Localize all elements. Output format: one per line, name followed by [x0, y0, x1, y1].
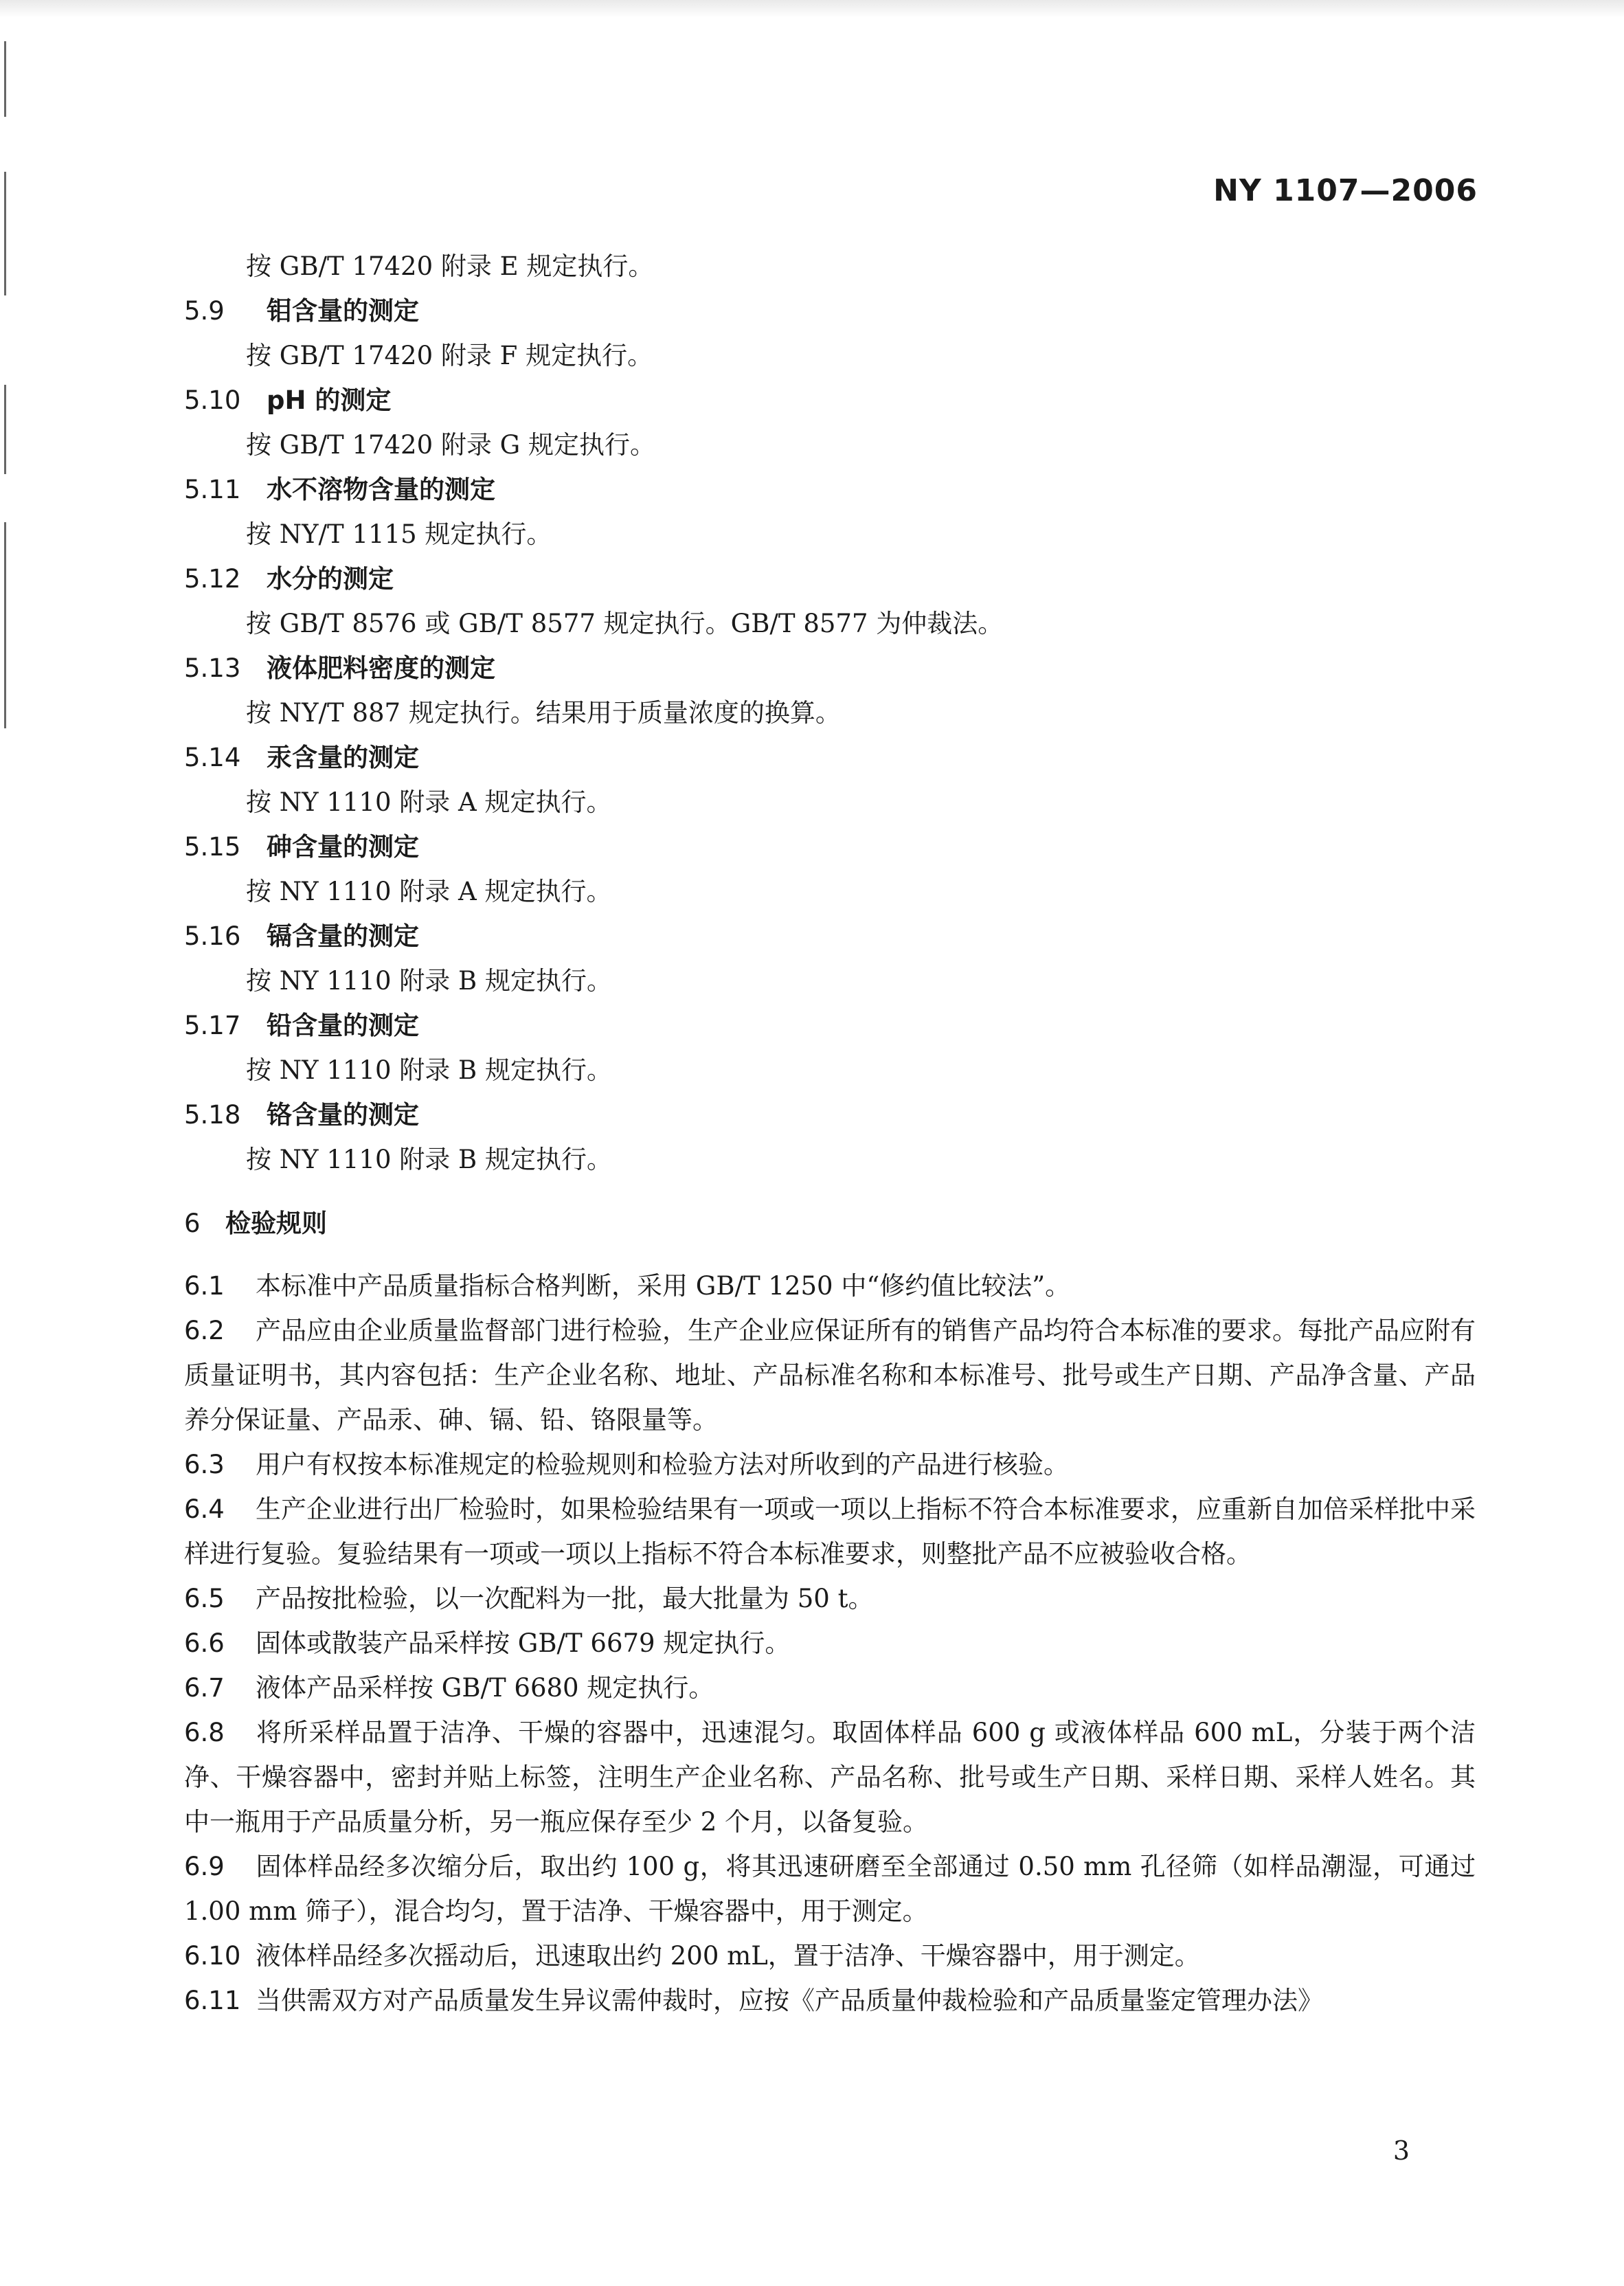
clause-heading: [184, 557, 1476, 601]
section-number: 6: [184, 1209, 201, 1238]
paragraph-text: 用户有权按本标准规定的检验规则和检验方法对所收到的产品进行核验。: [256, 1450, 1069, 1479]
clause-text: 按 GB/T 8576 或 GB/T 8577 规定执行。GB/T 8577 为仲裁法。: [246, 609, 1004, 638]
paragraph-text: 产品按批检验，以一次配料为一批，最大批量为 50 t。: [256, 1584, 874, 1613]
paragraph-6-2: [184, 1308, 1476, 1442]
clause-number: 5.11: [184, 475, 241, 504]
paragraph-6-8: [184, 1710, 1476, 1844]
paragraph-number: 6.6: [184, 1628, 225, 1658]
paragraph-6-4: [184, 1487, 1476, 1576]
lead-line: 按 GB/T 17420 附录 E 规定执行。: [246, 251, 654, 281]
paragraph-6-5: [184, 1576, 1476, 1621]
paragraph-number: 6.3: [184, 1450, 225, 1479]
clause-5-11: [184, 467, 1476, 557]
section-title: 检验规则: [225, 1209, 327, 1238]
scan-left-mark: [4, 41, 6, 117]
paragraph-text: 液体样品经多次摇动后，迅速取出约 200 mL，置于洁净、干燥容器中，用于测定。: [256, 1941, 1200, 1971]
clause-5-14: [184, 735, 1476, 825]
clause-5-17: [184, 1003, 1476, 1092]
scan-left-mark: [4, 172, 6, 295]
clause-text: 按 GB/T 17420 附录 F 规定执行。: [246, 341, 653, 370]
clause-number: 5.16: [184, 921, 241, 951]
paragraph-number: 6.9: [184, 1852, 225, 1881]
clause-heading: [184, 825, 1476, 869]
clause-5-13: [184, 646, 1476, 735]
paragraph-text: 生产企业进行出厂检验时，如果检验结果有一项或一项以上指标不符合本标准要求，应重新自加倍采样批中采样进行复验。复验结果有一项或一项以上指标不符合本标准要求，则整批产品不应被验收合格。: [184, 1494, 1476, 1569]
clause-title: 铬含量的测定: [267, 1100, 419, 1130]
scan-left-mark: [4, 385, 6, 474]
scan-left-mark: [4, 522, 6, 728]
clause-heading: [184, 646, 1476, 691]
page-number: 3: [1392, 2136, 1410, 2166]
clause-text: 按 NY 1110 附录 B 规定执行。: [246, 966, 612, 996]
clause-title: 水分的测定: [267, 564, 394, 594]
clause-heading: [184, 735, 1476, 780]
clause-title: 砷含量的测定: [267, 832, 419, 862]
clause-text: 按 NY 1110 附录 B 规定执行。: [246, 1145, 612, 1174]
clause-heading: [184, 1092, 1476, 1137]
clause-number: 5.14: [184, 743, 241, 772]
clause-title: 铅含量的测定: [267, 1011, 419, 1040]
clause-title: 钼含量的测定: [267, 296, 419, 326]
clause-5-12: [184, 557, 1476, 646]
clause-text: 按 NY 1110 附录 A 规定执行。: [246, 877, 612, 906]
paragraph-text: 固体样品经多次缩分后，取出约 100 g，将其迅速研磨至全部通过 0.50 mm 孔径筛（如样品潮湿，可通过 1.00 mm 筛子），混合均匀，置于洁净、干燥容器中，用于测定。: [184, 1852, 1476, 1926]
paragraph-6-10: [184, 1934, 1476, 1978]
paragraph-6-3: [184, 1442, 1476, 1487]
clause-5-16: [184, 914, 1476, 1003]
section-heading: [184, 1201, 1476, 1246]
paragraph-6-9: [184, 1844, 1476, 1934]
clause-text: 按 GB/T 17420 附录 G 规定执行。: [246, 430, 655, 460]
clause-number: 5.18: [184, 1100, 241, 1130]
paragraph-number: 6.11: [184, 1986, 241, 2015]
clause-5-18: [184, 1092, 1476, 1182]
paragraph-text: 本标准中产品质量指标合格判断，采用 GB/T 1250 中“修约值比较法”。: [256, 1271, 1071, 1301]
clause-text: 按 NY 1110 附录 B 规定执行。: [246, 1055, 612, 1085]
clause-title: 汞含量的测定: [267, 743, 419, 772]
paragraph-text: 当供需双方对产品质量发生异议需仲裁时，应按《产品质量仲裁检验和产品质量鉴定管理办法》: [256, 1986, 1323, 2015]
clause-5-10: [184, 378, 1476, 467]
clause-number: 5.17: [184, 1011, 241, 1040]
paragraph-6-6: [184, 1621, 1476, 1666]
paragraph-text: 产品应由企业质量监督部门进行检验，生产企业应保证所有的销售产品均符合本标准的要求。每批产品应附有质量证明书，其内容包括：生产企业名称、地址、产品标准名称和本标准号、批号或生产日期、产品净含量、产品养分保证量、产品汞、砷、镉、铅、铬限量等。: [184, 1316, 1476, 1435]
document-body: [184, 244, 1476, 2023]
clause-heading: [184, 914, 1476, 959]
paragraph-number: 6.7: [184, 1673, 225, 1703]
clause-title: pH 的测定: [267, 385, 392, 415]
paragraph-number: 6.5: [184, 1584, 225, 1613]
clause-text: 按 NY/T 1115 规定执行。: [246, 519, 552, 549]
paragraph-text: 固体或散装产品采样按 GB/T 6679 规定执行。: [256, 1628, 791, 1658]
paragraph-number: 6.2: [184, 1316, 225, 1345]
clause-number: 5.15: [184, 832, 241, 862]
clause-heading: [184, 467, 1476, 512]
clause-5-15: [184, 825, 1476, 914]
clause-text: 按 NY/T 887 规定执行。结果用于质量浓度的换算。: [246, 698, 841, 728]
clause-number: 5.10: [184, 385, 241, 415]
paragraph-text: 将所采样品置于洁净、干燥的容器中，迅速混匀。取固体样品 600 g 或液体样品 600 mL，分装于两个洁净、干燥容器中，密封并贴上标签，注明生产企业名称、产品名称、批号或生产日期、采样日期、采样人姓名。其中一瓶用于产品质量分析，另一瓶应保存至少 2 个月，以备复验。: [184, 1718, 1476, 1837]
standard-number: NY 1107—2006: [1213, 173, 1478, 208]
paragraph-6-11: [184, 1978, 1476, 2023]
paragraph-number: 6.1: [184, 1271, 225, 1301]
paragraph-number: 6.4: [184, 1494, 225, 1524]
clause-heading: [184, 1003, 1476, 1048]
paragraph-number: 6.10: [184, 1941, 241, 1971]
paragraph-text: 液体产品采样按 GB/T 6680 规定执行。: [256, 1673, 714, 1703]
clause-title: 镉含量的测定: [267, 921, 419, 951]
paragraph-6-1: [184, 1264, 1476, 1308]
clause-title: 液体肥料密度的测定: [267, 653, 495, 683]
clause-heading: [184, 289, 1476, 333]
clause-number: 5.12: [184, 564, 241, 594]
clause-title: 水不溶物含量的测定: [267, 475, 495, 504]
clause-text: 按 NY 1110 附录 A 规定执行。: [246, 787, 612, 817]
clause-number: 5.13: [184, 653, 241, 683]
clause-number: 5.9: [184, 296, 225, 326]
scan-top-edge: [0, 0, 1624, 18]
paragraph-6-7: [184, 1666, 1476, 1710]
paragraph-number: 6.8: [184, 1718, 225, 1747]
clause-heading: [184, 378, 1476, 423]
clause-5-9: [184, 289, 1476, 378]
